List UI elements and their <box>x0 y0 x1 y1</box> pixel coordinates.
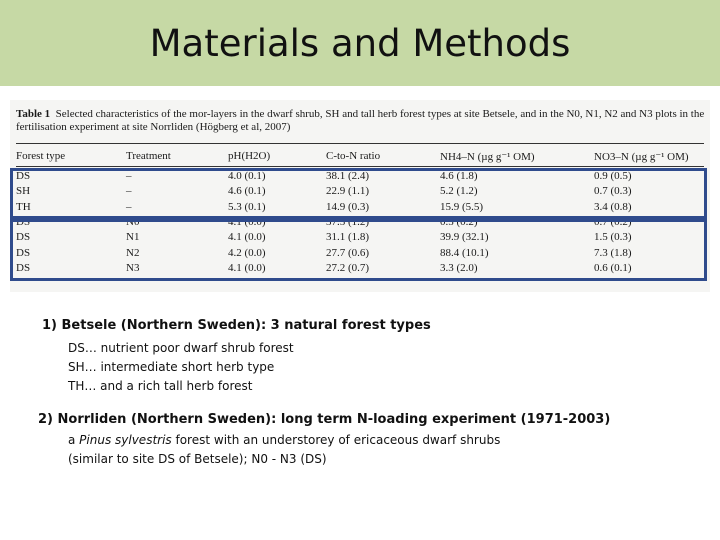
cell-c-to-n: 27.7 (0.6) <box>326 246 370 259</box>
header-no3: NO3–N (µg g⁻¹ OM) <box>594 151 689 163</box>
cell-treatment: – <box>126 170 132 182</box>
cell-nh4: 39.9 (32.1) <box>440 231 489 244</box>
header-forest-type: Forest type <box>16 150 66 162</box>
cell-c-to-n: 22.9 (1.1) <box>326 185 370 198</box>
cell-c-to-n: 31.1 (1.8) <box>326 231 370 244</box>
cell-no3: 0.7 (0.2) <box>594 215 632 228</box>
cell-forest-type: SH <box>16 185 31 198</box>
section-1-line-th: TH… and a rich tall herb forest <box>68 379 253 393</box>
cell-forest-type: DS <box>16 215 31 228</box>
cell-forest-type: DS <box>16 170 31 182</box>
cell-treatment: N2 <box>126 246 140 259</box>
cell-no3: 3.4 (0.8) <box>594 200 632 213</box>
slide-title: Materials and Methods <box>149 22 571 65</box>
table-header-row <box>16 150 704 163</box>
cell-nh4: 15.9 (5.5) <box>440 200 484 213</box>
section-2-line-1-suffix: forest with an understorey of ericaceous dwarf shrubs <box>171 433 501 447</box>
cell-treatment: N3 <box>126 261 140 274</box>
section-1-line-sh: SH… intermediate short herb type <box>68 360 275 374</box>
cell-nh4: 5.2 (1.2) <box>440 185 478 198</box>
cell-forest-type: DS <box>16 246 31 259</box>
cell-ph: 5.3 (0.1) <box>228 200 266 213</box>
header-c-to-n: C-to-N ratio <box>326 150 381 162</box>
cell-nh4: 88.4 (10.1) <box>440 246 489 259</box>
cell-nh4: 4.6 (1.8) <box>440 170 478 182</box>
cell-treatment: – <box>126 200 132 213</box>
cell-no3: 1.5 (0.3) <box>594 231 632 244</box>
highlight-box-norrliden <box>10 219 707 281</box>
table-caption-text: Selected characteristics of the mor-layers in the dwarf shrub, SH and tall herb forest types at site Betsele, and in the N0, N1, N2 and N3 plots in the fertilisation experiment at site Norrliden (Högberg et al, 2007) <box>16 108 705 133</box>
cell-ph: 4.1 (0.0) <box>228 231 266 244</box>
cell-ph: 4.0 (0.1) <box>228 170 266 182</box>
section-1-line-ds: DS… nutrient poor dwarf shrub forest <box>68 341 294 355</box>
section-1-heading: 1) Betsele (Northern Sweden): 3 natural forest types <box>42 318 431 333</box>
table-top-rule <box>16 143 704 144</box>
table-caption <box>16 108 706 134</box>
highlight-box-betsele <box>10 168 707 219</box>
section-2-line-1 <box>68 431 702 450</box>
cell-no3: 0.6 (0.1) <box>594 261 632 274</box>
table-caption-label: Table 1 <box>16 108 51 120</box>
cell-c-to-n: 38.1 (2.4) <box>326 170 370 182</box>
cell-ph: 4.2 (0.0) <box>228 246 266 259</box>
cell-treatment: N0 <box>126 215 140 228</box>
section-2-line-2: (similar to site DS of Betsele); N0 - N3 (DS) <box>68 452 327 466</box>
cell-ph: 4.6 (0.1) <box>228 185 266 198</box>
slide-content <box>38 318 702 469</box>
header-nh4: NH4–N (µg g⁻¹ OM) <box>440 151 535 163</box>
cell-c-to-n: 14.9 (0.3) <box>326 200 370 213</box>
cell-forest-type: TH <box>16 200 31 213</box>
cell-nh4: 0.5 (0.2) <box>440 215 478 228</box>
cell-forest-type: DS <box>16 231 31 244</box>
cell-ph: 4.1 (0.0) <box>228 215 266 228</box>
header-ph: pH(H2O) <box>228 150 271 162</box>
cell-treatment: N1 <box>126 231 140 244</box>
cell-no3: 0.7 (0.3) <box>594 185 632 198</box>
cell-ph: 4.1 (0.0) <box>228 261 266 274</box>
species-name: Pinus sylvestris <box>79 433 172 447</box>
cell-nh4: 3.3 (2.0) <box>440 261 478 274</box>
cell-c-to-n: 37.5 (1.2) <box>326 215 370 228</box>
cell-forest-type: DS <box>16 261 31 274</box>
cell-no3: 0.9 (0.5) <box>594 170 632 182</box>
cell-c-to-n: 27.2 (0.7) <box>326 261 370 274</box>
cell-no3: 7.3 (1.8) <box>594 246 632 259</box>
header-treatment: Treatment <box>126 150 171 162</box>
section-2-heading: 2) Norrliden (Northern Sweden): long term N-loading experiment (1971-2003) <box>38 412 611 427</box>
table-header-rule <box>16 166 704 167</box>
cell-treatment: – <box>126 185 132 198</box>
section-2-line-1-prefix: a <box>68 433 80 447</box>
